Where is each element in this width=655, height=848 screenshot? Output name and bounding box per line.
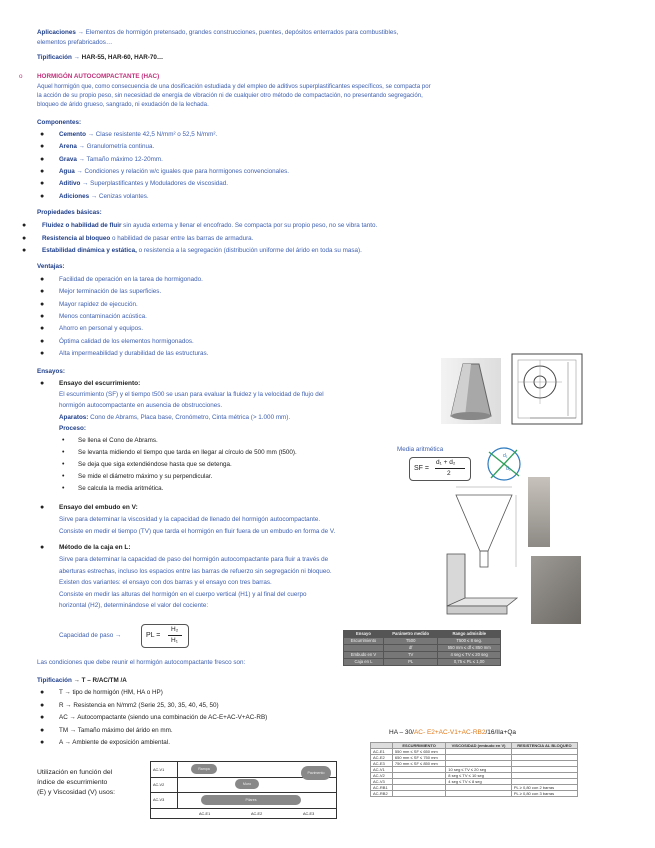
propiedad-text: o habilidad de pasar entre las barras de armadura. <box>110 234 254 242</box>
table-cell: 8 seg ≤ TV ≤ 10 seg <box>446 773 512 779</box>
ventaja-item: Ahorro en personal y equipos. <box>59 325 144 333</box>
table-cell: 10 seg ≤ TV ≤ 20 seg <box>446 767 512 773</box>
bullet: ● <box>40 380 45 387</box>
capacidad-label: Capacidad de paso → <box>59 632 122 639</box>
table-cell: Embudo en V <box>344 652 384 659</box>
table-cell <box>446 791 512 797</box>
hac-desc-2: la acción de su propio peso, sin necesidad de energía de vibración ni de cualquier otro método de compactación, no presentando segregación, <box>37 92 423 99</box>
componente-text: → Superplastificantes y Moduladores de viscosidad. <box>82 180 229 188</box>
bullet: ● <box>22 222 27 229</box>
caja-line: Consiste en medir las alturas del hormigón en el cuerpo vertical (H1) y al final del cuerpo <box>59 590 307 598</box>
bullet: ● <box>40 701 45 709</box>
ventaja-item: Alta impermeabilidad y durabilidad de las estructuras. <box>59 349 209 357</box>
sf-formula <box>409 457 471 481</box>
table-cell: AC-E2 <box>371 755 393 761</box>
pl-num: H₂ <box>171 626 179 633</box>
proceso-step: Se calcula la media aritmética. <box>78 485 164 492</box>
bullet: ● <box>40 544 45 551</box>
caja-line: aberturas estrechas, incluso los espacios entre las barras de refuerzo sin segregación ni bloqueo. <box>59 567 332 575</box>
bullet: ● <box>40 689 45 696</box>
tipificacion-item: AC → Autocompactante (siendo una combinación de AC-E+AC-V+AC-RB) <box>59 714 268 722</box>
clases-table <box>370 742 578 797</box>
bullet: ● <box>22 234 27 242</box>
propiedad-text: sin ayuda externa y llenar el encofrado. Se compacta por su propio peso, no se vibra tanto. <box>121 222 378 229</box>
bullet: • <box>62 449 65 456</box>
bullet: ● <box>40 337 45 345</box>
caja-line: Sirve para determinar la capacidad de paso del hormigón autocompactante para fluir a través de <box>59 556 329 563</box>
example-suffix: /16/IIa+Qa <box>485 729 517 736</box>
table-cell: T500 ≤ 8 seg. <box>438 638 501 645</box>
pl-lhs: PL = <box>146 632 161 639</box>
table-header: VISCOSIDAD (embudo en V) <box>446 743 512 749</box>
table-header: Rango admisible <box>438 631 501 638</box>
bullet: ● <box>40 504 45 511</box>
tipificacion2-value: → T – R/AC/TM /A <box>73 677 127 684</box>
bullet: ● <box>40 739 45 747</box>
bullet: ● <box>40 349 45 357</box>
ensayos-title: Ensayos: <box>37 368 65 375</box>
tipificacion-item: A → Ambiente de exposición ambiental. <box>59 739 170 747</box>
bullet: ● <box>40 131 45 138</box>
bullet: • <box>62 437 65 444</box>
bullet: ● <box>40 143 45 151</box>
aparatos-line <box>59 414 290 423</box>
example-ac: AC- E2+AC-V1+AC-RB2 <box>413 729 486 736</box>
hac-bullet: o <box>19 73 23 80</box>
ventaja-item: Menos contaminación acústica. <box>59 312 147 320</box>
table-header: RESISTENCIA AL BLOQUEO <box>511 743 577 749</box>
componente-text: → Condiciones y relación w/c iguales que para hormigones convencionales. <box>76 167 289 175</box>
utilizacion-line1: Utilización en función del <box>37 769 113 776</box>
componente-item <box>59 143 154 152</box>
table-cell: Escurrimiento <box>344 638 384 645</box>
example-prefix: HA – 30/ <box>389 729 414 736</box>
componente-item <box>59 180 228 189</box>
table-cell: PL <box>383 659 437 666</box>
table-row <box>344 638 501 645</box>
aplicaciones-text: → Elementos de hormigón pretensado, grandes construcciones, puentes, depósitos enterrados para combustibles, <box>77 29 399 36</box>
table-cell: PL ≥ 0,80 con 2 barras <box>511 785 577 791</box>
table-cell: Caja en L <box>344 659 384 666</box>
table-cell: PL ≥ 0,80 con 3 barras <box>511 791 577 797</box>
table-cell: AC-V1 <box>371 767 393 773</box>
caja-line: Existen dos variantes: el ensayo con dos barras y el ensayo con tres barras. <box>59 579 272 586</box>
bullet: ● <box>22 247 27 254</box>
table-cell: 550 mm ≤ SF ≤ 650 mm <box>392 749 445 755</box>
table-cell <box>344 645 384 652</box>
hac-desc-1: Aquel hormigón que, como consecuencia de una dosificación estudiada y del empleo de aditivos superplastificantes específicos, se compacta por <box>37 83 431 90</box>
table-cell: AC-E3 <box>371 761 393 767</box>
embudo-p2: Consiste en medir el tiempo (TV) que tarda el hormigón en fluir fuera de un embudo en forma de V. <box>59 528 336 535</box>
table-cell: AC-V3 <box>371 779 393 785</box>
d2-label: d₂ <box>506 466 511 472</box>
table-row <box>371 791 578 797</box>
utilizacion-line2: índice de escurrimiento <box>37 779 108 786</box>
table-cell: AC-V2 <box>371 773 393 779</box>
table-cell <box>392 791 445 797</box>
uso-row-label: AC-V1 <box>153 768 165 772</box>
componente-item <box>59 131 217 140</box>
l-box-drawing <box>437 548 523 620</box>
utilizacion-line3: (E) y Viscosidad (V) usos: <box>37 789 116 796</box>
uso-grid <box>150 761 337 819</box>
uso-row-label: AC-V3 <box>153 798 165 802</box>
caja-title: Método de la caja en L: <box>59 544 131 551</box>
table-cell: T500 <box>383 638 437 645</box>
cone-photo <box>441 358 501 424</box>
propiedad-name: Fluidez o habilidad de fluir <box>42 222 122 229</box>
proceso-label: Proceso: <box>59 425 86 432</box>
ventajas-title: Ventajas: <box>37 263 65 270</box>
tipificacion-item: T → tipo de hormigón (HM, HA o HP) <box>59 689 163 696</box>
table-cell: 750 mm ≤ SF ≤ 850 mm <box>392 761 445 767</box>
table-cell: 550 mm ≤ df ≤ 850 mm <box>438 645 501 652</box>
escurrimiento-p1: El escurrimiento (SF) y el tiempo t500 se usan para evaluar la fluidez y la velocidad de flujo del <box>59 391 324 398</box>
bullet: ● <box>40 276 45 283</box>
example-code <box>389 729 516 738</box>
propiedad-name: Estabilidad dinámica y estática, <box>42 247 137 254</box>
pl-formula <box>141 624 189 648</box>
table-header: Ensayo <box>344 631 384 638</box>
uso-col-label: AC-E2 <box>251 812 263 816</box>
componente-text: → Clase resistente 42,5 N/mm² o 52,5 N/mm². <box>87 131 218 138</box>
aplicaciones-label: Aplicaciones <box>37 29 76 36</box>
bullet: ● <box>40 288 45 296</box>
proceso-step: Se mide el diámetro máximo y su perpendicular. <box>78 473 213 480</box>
sf-den: 2 <box>447 470 451 477</box>
bullet: ● <box>40 714 45 722</box>
hac-title: HORMIGÓN AUTOCOMPACTANTE (HAC) <box>37 73 160 80</box>
d1-label: d₁ <box>503 453 508 459</box>
componente-text: → Tamaño máximo 12-20mm. <box>78 155 163 163</box>
table-header: ESCURRIMIENTO <box>392 743 445 749</box>
tipificacion-arrow: → <box>73 54 80 61</box>
proceso-step: Se deja que siga extendiéndose hasta que se detenga. <box>78 461 232 468</box>
requisitos-table <box>343 630 501 666</box>
propiedad-item <box>42 247 362 256</box>
table-row <box>344 659 501 666</box>
componente-text: → Granulometría continua. <box>78 143 155 151</box>
table-header: Parámetro medido <box>383 631 437 638</box>
componente-item <box>59 168 289 177</box>
proceso-step: Se llena el Cono de Abrams. <box>78 437 158 444</box>
aparatos-label: Aparatos: <box>59 414 89 421</box>
table-cell: 4 seg ≤ TV ≤ 8 seg <box>446 779 512 785</box>
componentes-title: Componentes: <box>37 119 82 126</box>
uso-col-label: AC-E3 <box>303 812 315 816</box>
media-label: Media aritmética <box>397 446 444 453</box>
cone-icon <box>441 358 501 424</box>
bullet: • <box>62 473 65 480</box>
componente-item <box>59 156 163 165</box>
tipificacion2-label: Tipificación <box>37 677 72 684</box>
componente-name: Adiciones <box>59 192 90 200</box>
componente-name: Agua <box>59 167 75 175</box>
tipificacion-value: HAR-55, HAR-60, HAR-70… <box>81 54 164 61</box>
tipificacion-label: Tipificación <box>37 54 72 61</box>
bullet: ● <box>40 726 45 734</box>
componente-name: Grava <box>59 155 77 163</box>
ventaja-item: Óptima calidad de los elementos hormigonados. <box>59 337 194 345</box>
hac-desc-3: bloqueo de árido grueso, sangrado, ni exudación de la lechada. <box>37 101 209 108</box>
componente-item <box>59 193 149 202</box>
bullet: ● <box>40 300 45 308</box>
bullet: • <box>62 461 65 468</box>
base-plate-drawing <box>510 352 584 428</box>
table-cell: 0,75 ≤ PL ≤ 1,00 <box>438 659 501 666</box>
condiciones-text: Las condiciones que debe reunir el hormigón autocompactante fresco son: <box>37 659 246 666</box>
escurrimiento-title: Ensayo del escurrimiento: <box>59 380 141 387</box>
oval-pilares: Pilares <box>201 795 301 805</box>
bullet: • <box>62 485 65 492</box>
v-funnel-photo <box>528 477 550 547</box>
pl-den: H₁ <box>171 637 178 644</box>
propiedad-name: Resistencia al bloqueo <box>42 234 111 242</box>
oval-pavimento: Pavimento <box>301 766 331 780</box>
propiedades-title: Propiedades básicas: <box>37 209 102 216</box>
table-cell: AC-RB2 <box>371 791 393 797</box>
proceso-step: Se levanta midiendo el tiempo que tarda en llegar al círculo de 500 mm (t500). <box>78 449 297 456</box>
table-cell: df <box>383 645 437 652</box>
diameter-diagram <box>483 444 525 484</box>
l-box-photo <box>531 556 581 624</box>
bullet: ● <box>40 167 45 175</box>
tipificacion-item: TM → Tamaño máximo del árido en mm. <box>59 726 173 734</box>
propiedad-item <box>42 222 377 231</box>
table-cell: TV <box>383 652 437 659</box>
table-row <box>344 645 501 652</box>
propiedad-text: o resistencia a la segregación (distribución uniforme del árido en toda su masa). <box>136 247 362 254</box>
sf-lhs: SF = <box>414 465 429 472</box>
table-cell: AC-RB1 <box>371 785 393 791</box>
tipificacion2 <box>37 677 127 686</box>
sf-num: d₁ + d₂ <box>436 459 456 466</box>
uso-row-label: AC-V2 <box>153 783 165 787</box>
bullet: ● <box>40 192 45 200</box>
aplicaciones-line1 <box>37 29 398 38</box>
table-cell: AC-E1 <box>371 749 393 755</box>
bullet: ● <box>40 312 45 320</box>
propiedad-item <box>42 235 253 244</box>
bullet: ● <box>40 180 45 188</box>
table-row <box>344 652 501 659</box>
embudo-title: Ensayo del embudo en V: <box>59 504 138 511</box>
bullet: ● <box>40 155 45 163</box>
tipificacion-har <box>37 54 163 63</box>
aparatos-text: Cono de Abrams, Placa base, Cronómetro, Cinta métrica (> 1.000 mm). <box>88 414 291 421</box>
table-cell: 650 mm ≤ SF ≤ 750 mm <box>392 755 445 761</box>
table-cell: 4 seg ≤ TV ≤ 20 seg <box>438 652 501 659</box>
ventaja-item: Mejor terminación de las superficies. <box>59 288 162 296</box>
aplicaciones-line2: elementos prefabricados… <box>37 39 113 46</box>
tipificacion-item: R → Resistencia en N/mm2 (Serie 25, 30, 35, 40, 45, 50) <box>59 701 219 709</box>
componente-name: Arena <box>59 143 77 151</box>
ventaja-item: Facilidad de operación en la tarea de hormigonado. <box>59 276 203 283</box>
oval-rampa: Rampa <box>191 764 217 774</box>
embudo-p1: Sirve para determinar la viscosidad y la capacidad de llenado del hormigón autocompactante. <box>59 516 321 523</box>
caja-line: horizontal (H2), determinándose el valor del cociente: <box>59 602 209 609</box>
componente-text: → Cenizas volantes. <box>90 192 149 200</box>
oval-muro: Muro <box>235 779 259 789</box>
escurrimiento-p2: hormigón autocompactante en ausencia de obstrucciones. <box>59 402 223 409</box>
componente-name: Cemento <box>59 131 86 138</box>
ventaja-item: Mayor rapidez de ejecución. <box>59 300 138 308</box>
utilizacion-text <box>37 768 115 798</box>
bullet: ● <box>40 325 45 333</box>
uso-col-label: AC-E1 <box>199 812 211 816</box>
componente-name: Aditivo <box>59 180 81 188</box>
